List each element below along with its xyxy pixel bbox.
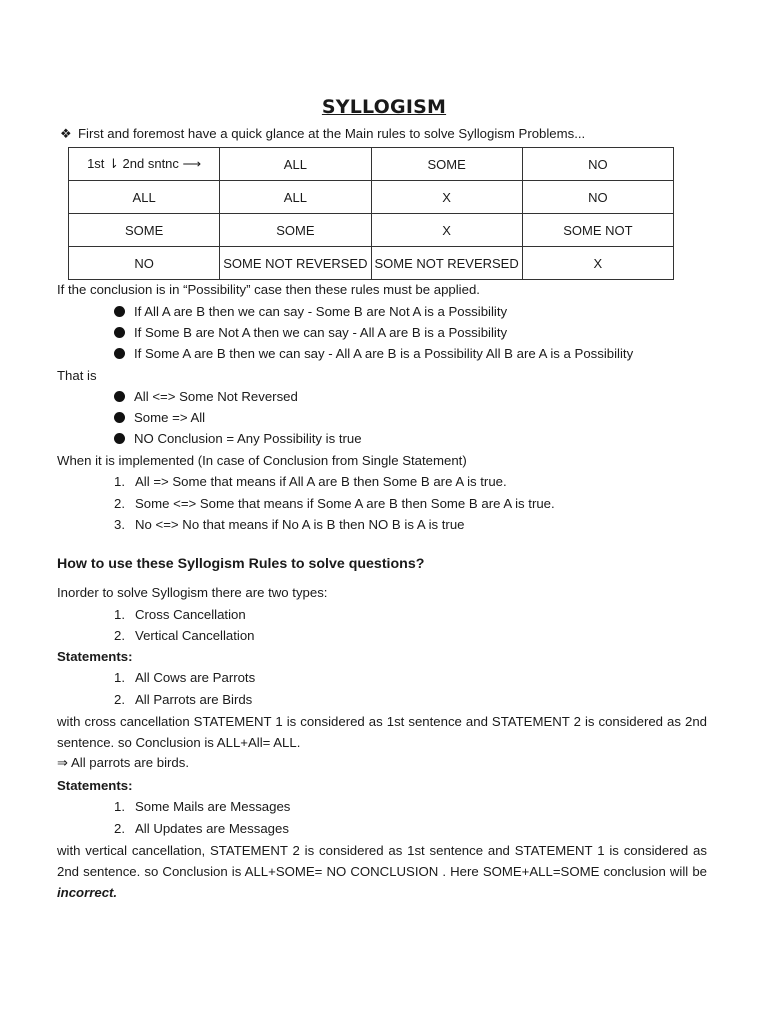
list-item [114, 691, 253, 709]
list-item [114, 495, 555, 513]
list-item-text: Cross Cancellation [135, 607, 246, 622]
table-row [69, 181, 674, 214]
list-number: 2. [114, 496, 125, 511]
possibility-lead: If the conclusion is in “Possibility” case then these rules must be applied. [57, 282, 480, 297]
that-is-lead: That is [57, 368, 97, 383]
list-number: 1. [114, 607, 125, 622]
list-item [114, 430, 362, 448]
example1-result: ⇒ All parrots are birds. [57, 755, 189, 770]
section-heading: How to use these Syllogism Rules to solve questions? [57, 556, 425, 572]
bullet-dot-icon [114, 306, 125, 317]
list-item [114, 516, 465, 534]
list-item [114, 388, 298, 406]
list-item [114, 820, 289, 838]
table-cell: SOME NOT REVERSED [371, 247, 522, 280]
table-cell: SOME [69, 214, 220, 247]
bullet-dot-icon [114, 433, 125, 444]
list-item [114, 303, 507, 321]
example1-paragraph: with cross cancellation STATEMENT 1 is considered as 1st sentence and STATEMENT 2 is considered as 2nd sentence. so Conclusion is ALL+All= ALL. [57, 714, 707, 750]
list-item [114, 324, 507, 342]
list-item [114, 409, 205, 427]
implemented-lead: When it is implemented (In case of Conclusion from Single Statement) [57, 453, 467, 468]
table-cell: ALL [69, 181, 220, 214]
table-cell: NO [522, 148, 673, 181]
list-item-text: No <=> No that means if No A is B then NO B is A is true [135, 517, 465, 532]
bullet-dot-icon [114, 348, 125, 359]
table-cell: SOME NOT REVERSED [220, 247, 371, 280]
list-item [114, 627, 255, 645]
table-cell: ALL [220, 148, 371, 181]
list-number: 2. [114, 628, 125, 643]
list-item-text: All Updates are Messages [135, 821, 289, 836]
table-cell: X [371, 181, 522, 214]
list-item-text: NO Conclusion = Any Possibility is true [134, 431, 362, 446]
list-item-text: Vertical Cancellation [135, 628, 255, 643]
table-cell: 1st ⇂ 2nd sntnc ⟶ [69, 148, 220, 181]
table-cell: SOME NOT [522, 214, 673, 247]
list-number: 2. [114, 821, 125, 836]
diamond-bullet-icon: ❖ [60, 126, 72, 141]
list-item-text: If All A are B then we can say - Some B are Not A is a Possibility [134, 304, 508, 319]
list-item [114, 669, 256, 687]
bullet-dot-icon [114, 327, 125, 338]
list-item-text: All => Some that means if All A are B then Some B are A is true. [135, 474, 507, 489]
bullet-dot-icon [114, 412, 125, 423]
list-item-text: Some <=> Some that means if Some A are B then Some B are A is true. [135, 496, 555, 511]
statements-label: Statements: [57, 778, 133, 793]
list-number: 1. [114, 670, 125, 685]
table-cell: NO [522, 181, 673, 214]
list-number: 1. [114, 474, 125, 489]
list-item [114, 798, 291, 816]
table-cell: SOME [220, 214, 371, 247]
list-item-text: All Parrots are Birds [135, 692, 253, 707]
table-cell: SOME [371, 148, 522, 181]
rules-table [68, 147, 674, 280]
table-row [69, 214, 674, 247]
example2-text: with vertical cancellation, STATEMENT 2 is considered as 1st sentence and STATEMENT 1 is considered as 2nd sentence. so Conclusion is ALL+SOME= NO CONCLUSION . Here SOME+ALL=SOME conclusion will be [57, 843, 707, 879]
list-item [114, 345, 633, 363]
list-item-text: If Some A are B then we can say - All A are B is a Possibility All B are A is a Possibility [134, 346, 634, 361]
list-item [114, 473, 507, 491]
list-number: 3. [114, 517, 125, 532]
table-cell: X [371, 214, 522, 247]
table-cell: ALL [220, 181, 371, 214]
list-number: 2. [114, 692, 125, 707]
statements-label: Statements: [57, 649, 133, 664]
intro-line [60, 125, 585, 143]
list-item-text: Some Mails are Messages [135, 799, 291, 814]
list-item-text: Some => All [134, 410, 206, 425]
list-item-text: All <=> Some Not Reversed [134, 389, 298, 404]
bullet-dot-icon [114, 391, 125, 402]
example2-paragraph [57, 840, 707, 903]
table-cell: X [522, 247, 673, 280]
list-item-text: All Cows are Parrots [135, 670, 256, 685]
list-number: 1. [114, 799, 125, 814]
intro-text: First and foremost have a quick glance at the Main rules to solve Syllogism Problems... [78, 126, 586, 141]
table-row [69, 247, 674, 280]
table-row [69, 148, 674, 181]
incorrect-emphasis: incorrect. [57, 885, 118, 900]
page-title: SYLLOGISM [321, 96, 447, 118]
list-item-text: If Some B are Not A then we can say - All A are B is a Possibility [134, 325, 508, 340]
how-to-lead: Inorder to solve Syllogism there are two types: [57, 585, 328, 600]
list-item [114, 606, 246, 624]
table-cell: NO [69, 247, 220, 280]
